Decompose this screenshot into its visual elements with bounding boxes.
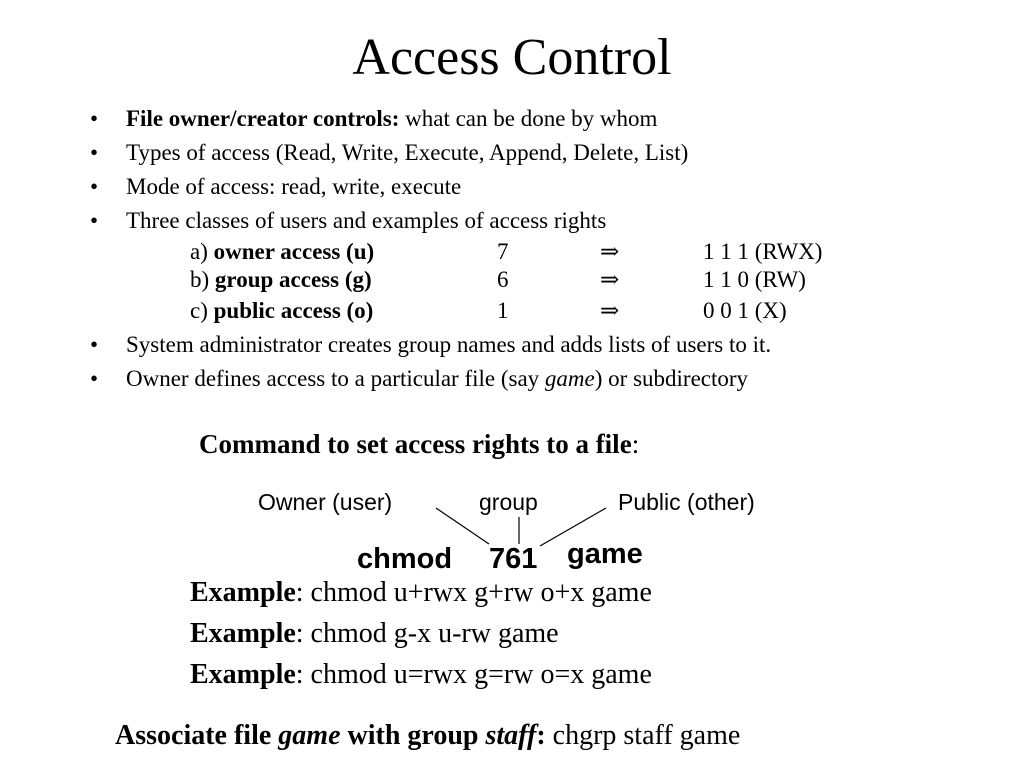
access-row-bits: 0 0 1 (X) [703, 298, 787, 323]
access-row-prefix: c) [190, 298, 214, 323]
owner-user-label: Owner (user) [258, 489, 393, 515]
example-label: Example [190, 659, 296, 690]
associate-italic-staff: staff [485, 720, 537, 751]
access-row-name: owner access (u) [213, 239, 375, 264]
access-row-prefix: b) [190, 267, 215, 292]
bullet-text: Types of access (Read, Write, Execute, Append, Delete, List) [126, 140, 689, 165]
associate-bold-1: Associate file [115, 720, 279, 751]
bullet-dot: • [90, 106, 99, 131]
access-row-name: public access (o) [213, 298, 374, 323]
chmod-mode-761: 761 [489, 543, 538, 575]
bullet-dot: • [90, 332, 99, 357]
slide-title: Access Control [352, 29, 672, 86]
example-text: : chmod u+rwx g+rw o+x game [295, 577, 652, 608]
bullet-dot: • [90, 366, 99, 391]
bullet-dot: • [90, 208, 99, 233]
bullet-text-pre: Owner defines access to a particular file (say [126, 366, 545, 391]
access-row-name: group access (g) [214, 267, 372, 292]
access-row-octal: 1 [497, 298, 509, 323]
bullet-dot: • [90, 174, 99, 199]
owner-pointer-line [436, 508, 489, 544]
chmod-command-text: chmod [357, 543, 453, 575]
command-heading-colon: : [631, 429, 640, 459]
associate-colon: : [536, 720, 546, 751]
example-label: Example [190, 618, 296, 649]
public-other-label: Public (other) [618, 489, 755, 515]
bullet-bold-text: File owner/creator controls: [126, 106, 400, 131]
example-line [190, 575, 652, 611]
associate-group-line [115, 717, 740, 755]
access-row-bits: 1 1 1 (RWX) [703, 239, 823, 264]
example-line [190, 657, 652, 693]
example-line [190, 616, 559, 652]
bullet-text: Mode of access: read, write, execute [126, 174, 462, 199]
group-label: group [479, 489, 538, 515]
command-heading-text: Command to set access rights to a file [199, 429, 632, 459]
access-row-prefix: a) [190, 239, 214, 264]
chmod-file-name: game [567, 538, 643, 570]
access-row-bits: 1 1 0 (RW) [703, 267, 806, 292]
bullet-text: Three classes of users and examples of access rights [126, 208, 607, 233]
implies-arrow-icon: ⇒ [600, 298, 620, 323]
example-label: Example [190, 577, 296, 608]
chgrp-command: chgrp staff game [545, 720, 741, 751]
bullet-text: what can be done by whom [399, 106, 658, 131]
bullet-italic-game: game [544, 366, 595, 391]
associate-bold-2: with group [340, 720, 486, 751]
example-text: : chmod u=rwx g=rw o=x game [295, 659, 652, 690]
implies-arrow-icon: ⇒ [600, 267, 620, 292]
associate-italic-game: game [278, 720, 341, 751]
bullet-dot: • [90, 140, 99, 165]
example-text: : chmod g-x u-rw game [295, 618, 559, 649]
implies-arrow-icon: ⇒ [600, 239, 620, 264]
bullet-text: System administrator creates group names and adds lists of users to it. [126, 332, 772, 357]
access-row-octal: 7 [497, 239, 509, 264]
bullet-text-post: ) or subdirectory [594, 366, 749, 391]
access-row-octal: 6 [497, 267, 509, 292]
